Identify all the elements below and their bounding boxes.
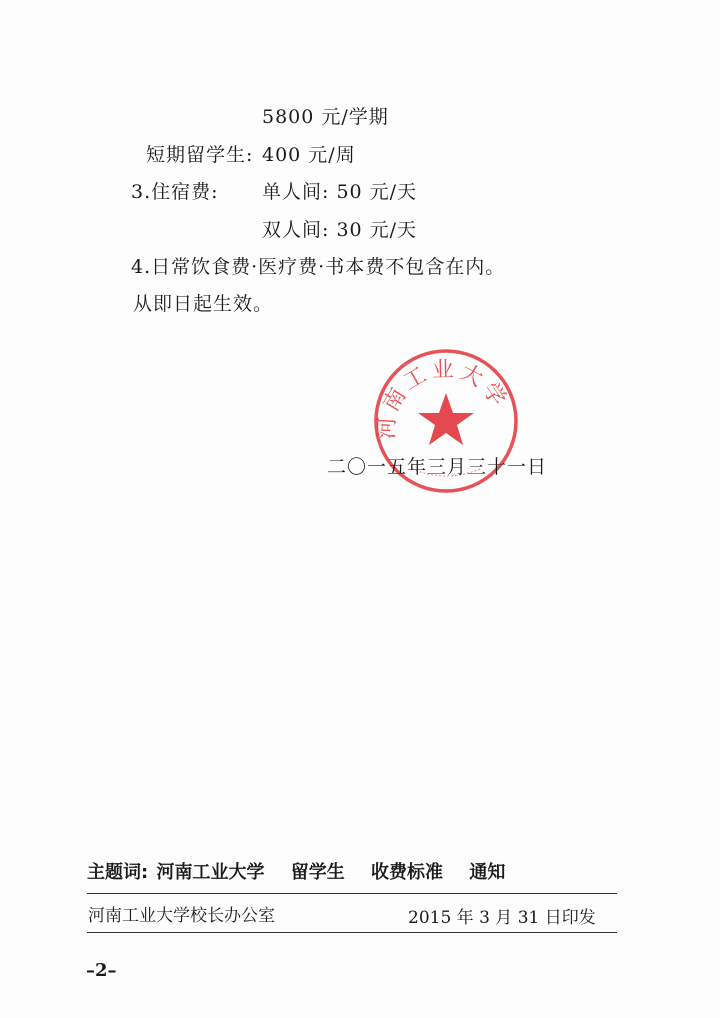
keywords-line bbox=[87, 858, 525, 884]
print-date: 2015 年 3 月 31 日印发 bbox=[408, 908, 596, 928]
keyword-term: 通知 bbox=[469, 862, 506, 883]
page-number: –2– bbox=[86, 960, 117, 981]
short-term-fee: 400 元/周 bbox=[262, 144, 356, 166]
issuing-office: 河南工业大学校长办公室 bbox=[88, 906, 275, 926]
keyword-term: 留学生 bbox=[290, 862, 345, 883]
footer-top-rule bbox=[87, 893, 617, 894]
keywords-label: 主题词: bbox=[87, 862, 149, 883]
footer-bottom-rule bbox=[87, 932, 617, 933]
signature-date: 二〇一五年三月三十一日 bbox=[327, 456, 548, 478]
keyword-term: 收费标准 bbox=[371, 862, 444, 883]
accommodation-label: 3.住宿费: bbox=[131, 181, 219, 203]
keyword-term: 河南工业大学 bbox=[156, 862, 265, 883]
effective-date-line: 从即日起生效。 bbox=[133, 293, 274, 315]
semester-fee-line: 5800 元/学期 bbox=[262, 106, 389, 128]
single-room-fee: 单人间: 50 元/天 bbox=[262, 181, 418, 203]
short-term-label: 短期留学生: bbox=[146, 144, 254, 166]
double-room-fee: 双人间: 30 元/天 bbox=[262, 219, 418, 241]
svg-text:河南工业大学: 河南工业大学 bbox=[374, 357, 513, 440]
item-4-exclusions: 4.日常饮食费·医疗费·书本费不包含在内。 bbox=[131, 256, 506, 278]
